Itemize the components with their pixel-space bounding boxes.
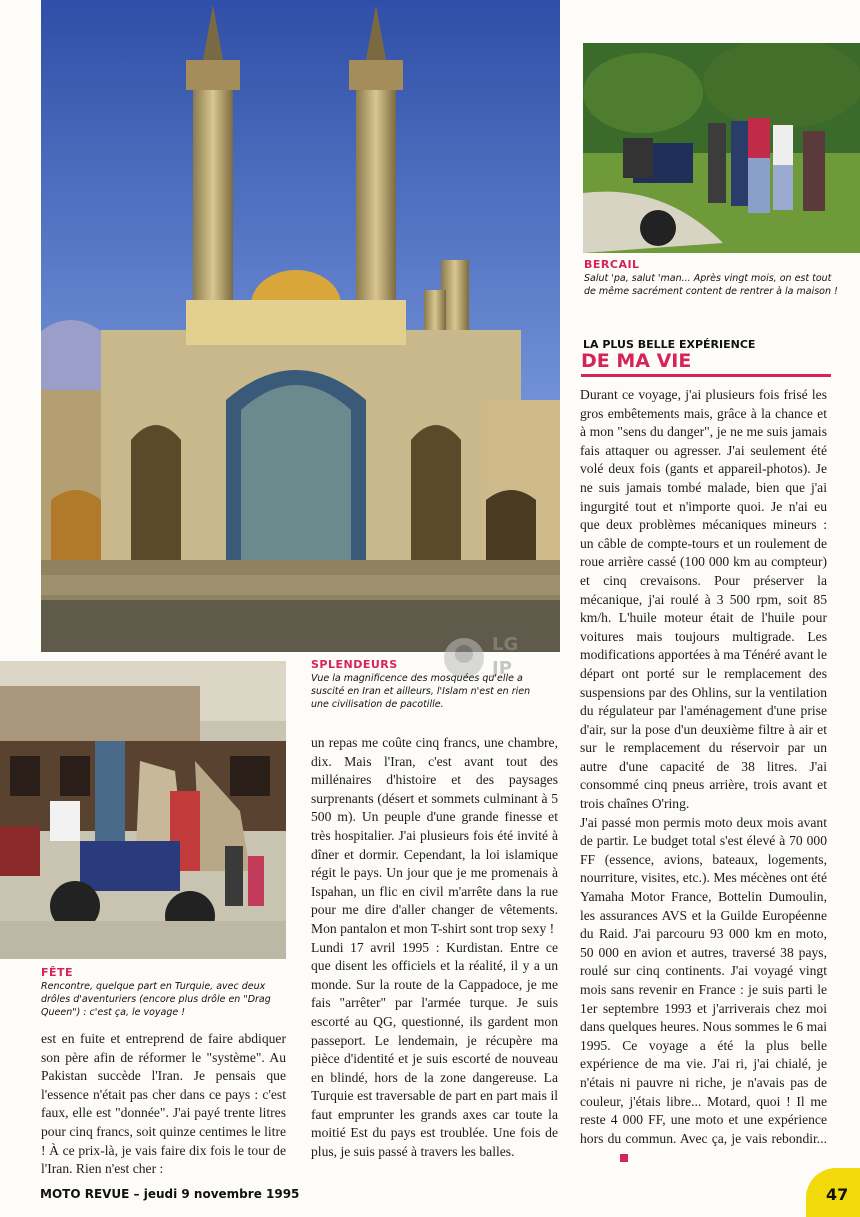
article-paragraph: est en fuite et entreprend de faire abdiquer son père afin de réformer le "système". Au Pakistan succède l'Iran. Je pensais que l'essence n'était pas cher dans ce pays : c'est faux, elle est "donnée". J'ai payé trente litres pour cinq francs, soit quinze centimes le litre ! À ce prix-là, je vais faire dix fois le tour de l'Iran. Rien n'est cher : bbox=[41, 1031, 286, 1177]
article-column-left bbox=[41, 1030, 286, 1179]
caption-title: BERCAIL bbox=[584, 258, 640, 271]
caption-text: Rencontre, quelque part en Turquie, avec deux drôles d'aventuriers (encore plus drôle en "Drag Queen") : c'est ça, le voyage ! bbox=[41, 981, 271, 1018]
end-mark-icon bbox=[620, 1154, 628, 1162]
svg-text:JP: JP bbox=[492, 658, 512, 679]
article-paragraph: un repas me coûte cinq francs, une chambre, dix. Mais l'Iran, c'est avant tout des millénaires d'histoire et des paysages surprenants (désert et sommets culminant à 5 500 m). Un peuple d'une grande finesse et très hospitalier. J'ai plusieurs fois été invité à dîner et dormir. Cependant, la loi islamique régit le pays. Un jour que je me promenais à Ispahan, un flic en civil m'arrête dans la rue pour me dire d'aller changer de vêtements. Mon pantalon et mon T-shirt sont trop sexy ! bbox=[311, 735, 558, 936]
caption-title: SPLENDEURS bbox=[311, 658, 398, 671]
svg-text:LG: LG bbox=[492, 634, 519, 655]
publication-footer: MOTO REVUE – jeudi 9 novembre 1995 bbox=[40, 1187, 300, 1201]
page-number: 47 bbox=[826, 1185, 849, 1204]
family-photo bbox=[583, 43, 860, 253]
article-paragraph: Durant ce voyage, j'ai plusieurs fois frisé les gros embêtements mais, grâce à la chance et à mon "sens du danger", je ne me suis jamais fais attaquer ou agresser. J'ai seulement été volé deux fois (gants et appareil-photos). Je ne suis jamais tombé malade, bien que j'ai ingurgité tout et n'importe quoi. Je n'ai eu que deux problèmes mécaniques mineurs : un câble de compte-tours et un roulement de roue arrière cassé (100 000 km au compteur) et cinq crevaisons. Pour préserver la mécanique, j'ai roulé à 3 500 rpm, soit 85 km/h. L'huile moteur était de l'huile pour voitures mais toujours multigrade. Les modifications apportées à ma Ténéré avant le départ ont porté sur le remplacement des suspensions par des Ohlins, sur la ventilation du régulateur par l'aménagement d'une prise d'air, sur la pose d'un deuxième filtre à air et sur le remplacement du réservoir par un autre d'une capacité de 38 litres. J'ai consommé cinq pneus arrière, trois avant et trois chaînes O'ring. bbox=[580, 387, 827, 812]
drag-queen-photo bbox=[0, 661, 286, 959]
article-paragraph bbox=[580, 814, 827, 1167]
caption-splendeurs bbox=[311, 658, 551, 711]
article-column-middle bbox=[311, 734, 558, 1162]
caption-title: FÊTE bbox=[41, 966, 74, 979]
page-number-tab bbox=[806, 1168, 860, 1217]
caption-fete bbox=[41, 966, 291, 1019]
section-kicker: LA PLUS BELLE EXPÉRIENCE bbox=[583, 338, 756, 351]
caption-text: Vue la magnificence des mosquées qu'elle a suscité en Iran et ailleurs, l'Islam n'est en rien une civilisation de pacotille. bbox=[311, 673, 531, 710]
article-paragraph: Lundi 17 avril 1995 : Kurdistan. Entre ce que disent les officiels et la réalité, il y a un monde. Sur la route de la Cappadoce, je me fais "arrêter" par l'armée turque. Je suis escorté au QG, questionné, ils gardent mon passeport. Le lendemain, je récupère ma pièce d'identité et je suis escorté de nouveau en blindé, hors de la zone dangereuse. La Turquie est traversable de part en part mais il faut emprunter les grands axes car toute la moitié Est du pays est troublée. Une fois de plus, je suis passé à travers les balles. bbox=[311, 939, 558, 1160]
caption-text: Salut 'pa, salut 'man... Après vingt mois, on est tout de même sacrément content de rentrer à la maison ! bbox=[584, 273, 838, 297]
article-column-right bbox=[580, 386, 827, 1167]
article-text: J'ai passé mon permis moto deux mois avant de partir. Le budget total s'est élevé à 70 000 FF (essence, avions, bateaux, logements, nourriture, visites, etc.). Mes mécènes ont été Yamaha Motor France, Bottelin Dumoulin, les assurances AVS et la Guilde Européenne du Raid. J'ai parcouru 93 000 km en moto, 50 000 en avion et autres, traversé 38 pays, roulé sur cinq continents. J'ai voyagé vingt mois sans revenir en France : je suis parti le 1er septembre 1993 et j'arriverais chez moi dans quelques heures. Nous sommes le 6 mai 1995. Ce voyage a été la plus belle expérience de ma vie. J'ai ri, j'ai chialé, je n'étais ni pauvre ni riche, je n'avais pas de couleur, j'étais libre... Motard, quoi ! Il me reste 4 000 FF, une moto et une expérience hors du commun. Avec ça, je vais rebondir... bbox=[580, 814, 827, 1146]
mosque-photo bbox=[41, 0, 560, 652]
caption-bercail bbox=[584, 258, 844, 299]
section-title: DE MA VIE bbox=[581, 350, 831, 377]
